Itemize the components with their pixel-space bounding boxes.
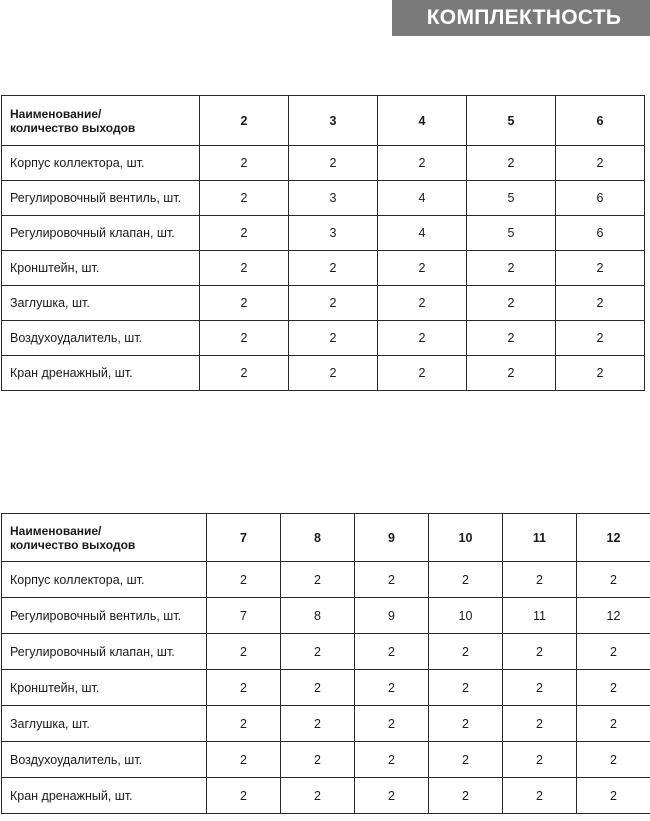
row-label: Регулировочный клапан, шт. — [2, 216, 200, 251]
quantity-cell: 9 — [355, 598, 429, 634]
section-title: КОМПЛЕКТНОСТЬ — [426, 6, 622, 29]
quantity-cell: 2 — [281, 742, 355, 778]
quantity-cell: 6 — [556, 216, 645, 251]
quantity-cell: 12 — [577, 598, 650, 634]
table-row — [2, 670, 650, 706]
quantity-cell: 2 — [577, 562, 650, 598]
quantity-cell: 2 — [429, 778, 503, 814]
quantity-cell: 2 — [378, 356, 467, 391]
quantity-cell: 2 — [503, 742, 577, 778]
quantity-cell: 2 — [200, 181, 289, 216]
table-row — [2, 321, 645, 356]
quantity-cell: 2 — [429, 670, 503, 706]
outlets-column-header: 2 — [200, 96, 289, 146]
outlets-column-header: 6 — [556, 96, 645, 146]
quantity-cell: 2 — [577, 670, 650, 706]
quantity-cell: 2 — [355, 778, 429, 814]
quantity-cell: 11 — [503, 598, 577, 634]
header-line-1: Наименование/ — [10, 106, 102, 121]
row-label: Заглушка, шт. — [2, 706, 207, 742]
table-row — [2, 634, 650, 670]
quantity-cell: 2 — [200, 216, 289, 251]
quantity-cell: 2 — [577, 634, 650, 670]
outlets-column-header: 9 — [355, 514, 429, 562]
outlets-column-header: 3 — [289, 96, 378, 146]
quantity-cell: 2 — [200, 146, 289, 181]
quantity-cell: 2 — [281, 706, 355, 742]
table-row — [2, 251, 645, 286]
quantity-cell: 2 — [378, 146, 467, 181]
quantity-cell: 7 — [207, 598, 281, 634]
quantity-cell: 10 — [429, 598, 503, 634]
table-row — [2, 146, 645, 181]
row-label: Заглушка, шт. — [2, 286, 200, 321]
quantity-cell: 2 — [577, 706, 650, 742]
quantity-cell: 2 — [556, 321, 645, 356]
outlets-column-header: 7 — [207, 514, 281, 562]
quantity-cell: 2 — [355, 634, 429, 670]
quantity-cell: 2 — [378, 321, 467, 356]
table-row — [2, 562, 650, 598]
quantity-cell: 2 — [503, 562, 577, 598]
quantity-cell: 2 — [467, 251, 556, 286]
quantity-cell: 2 — [467, 286, 556, 321]
quantity-cell: 2 — [577, 742, 650, 778]
outlets-column-header: 10 — [429, 514, 503, 562]
outlets-column-header: 11 — [503, 514, 577, 562]
quantity-cell: 2 — [577, 778, 650, 814]
table-row — [2, 778, 650, 814]
table-header-row — [2, 514, 650, 562]
row-label: Кран дренажный, шт. — [2, 356, 200, 391]
quantity-cell: 2 — [503, 670, 577, 706]
quantity-cell: 2 — [467, 146, 556, 181]
row-label: Регулировочный вентиль, шт. — [2, 181, 200, 216]
table-row — [2, 598, 650, 634]
quantity-cell: 2 — [207, 778, 281, 814]
table-row — [2, 286, 645, 321]
quantity-cell: 2 — [503, 706, 577, 742]
table-row — [2, 216, 645, 251]
row-label: Регулировочный клапан, шт. — [2, 634, 207, 670]
header-line-1: Наименование/ — [10, 523, 102, 538]
quantity-cell: 8 — [281, 598, 355, 634]
row-label: Воздухоудалитель, шт. — [2, 321, 200, 356]
quantity-cell: 2 — [355, 562, 429, 598]
table-row — [2, 181, 645, 216]
quantity-cell: 2 — [355, 706, 429, 742]
quantity-cell: 2 — [200, 321, 289, 356]
quantity-cell: 2 — [207, 706, 281, 742]
quantity-cell: 3 — [289, 181, 378, 216]
quantity-cell: 2 — [556, 251, 645, 286]
quantity-cell: 6 — [556, 181, 645, 216]
quantity-cell: 2 — [355, 670, 429, 706]
quantity-cell: 2 — [467, 321, 556, 356]
quantity-cell: 2 — [429, 562, 503, 598]
quantity-cell: 2 — [200, 356, 289, 391]
table-row — [2, 356, 645, 391]
row-label: Кронштейн, шт. — [2, 670, 207, 706]
quantity-cell: 2 — [289, 321, 378, 356]
header-line-2: количество выходов — [10, 120, 136, 135]
quantity-cell: 2 — [281, 562, 355, 598]
quantity-cell: 2 — [207, 634, 281, 670]
quantity-cell: 4 — [378, 216, 467, 251]
quantity-cell: 2 — [281, 634, 355, 670]
components-table-outlets-7-12 — [1, 513, 650, 814]
row-label: Корпус коллектора, шт. — [2, 562, 207, 598]
quantity-cell: 2 — [429, 742, 503, 778]
quantity-cell: 2 — [467, 356, 556, 391]
outlets-column-header: 8 — [281, 514, 355, 562]
quantity-cell: 5 — [467, 216, 556, 251]
quantity-cell: 2 — [556, 356, 645, 391]
row-label: Корпус коллектора, шт. — [2, 146, 200, 181]
quantity-cell: 2 — [281, 670, 355, 706]
quantity-cell: 2 — [289, 286, 378, 321]
quantity-cell: 2 — [289, 251, 378, 286]
header-line-2: количество выходов — [10, 537, 136, 552]
quantity-cell: 2 — [378, 251, 467, 286]
quantity-cell: 2 — [207, 562, 281, 598]
quantity-cell: 5 — [467, 181, 556, 216]
outlets-column-header: 4 — [378, 96, 467, 146]
quantity-cell: 4 — [378, 181, 467, 216]
name-column-header — [2, 514, 207, 562]
quantity-cell: 2 — [200, 286, 289, 321]
row-label: Кронштейн, шт. — [2, 251, 200, 286]
quantity-cell: 2 — [355, 742, 429, 778]
quantity-cell: 2 — [556, 146, 645, 181]
quantity-cell: 3 — [289, 216, 378, 251]
quantity-cell: 2 — [556, 286, 645, 321]
quantity-cell: 2 — [503, 778, 577, 814]
section-title-banner — [392, 0, 650, 36]
quantity-cell: 2 — [378, 286, 467, 321]
quantity-cell: 2 — [289, 356, 378, 391]
quantity-cell: 2 — [289, 146, 378, 181]
row-label: Воздухоудалитель, шт. — [2, 742, 207, 778]
quantity-cell: 2 — [281, 778, 355, 814]
table-row — [2, 706, 650, 742]
quantity-cell: 2 — [200, 251, 289, 286]
quantity-cell: 2 — [429, 634, 503, 670]
components-table-outlets-2-6 — [1, 95, 645, 391]
quantity-cell: 2 — [503, 634, 577, 670]
name-column-header — [2, 96, 200, 146]
row-label: Регулировочный вентиль, шт. — [2, 598, 207, 634]
outlets-column-header: 5 — [467, 96, 556, 146]
row-label: Кран дренажный, шт. — [2, 778, 207, 814]
quantity-cell: 2 — [207, 742, 281, 778]
quantity-cell: 2 — [429, 706, 503, 742]
table-header-row — [2, 96, 645, 146]
outlets-column-header: 12 — [577, 514, 650, 562]
quantity-cell: 2 — [207, 670, 281, 706]
table-row — [2, 742, 650, 778]
